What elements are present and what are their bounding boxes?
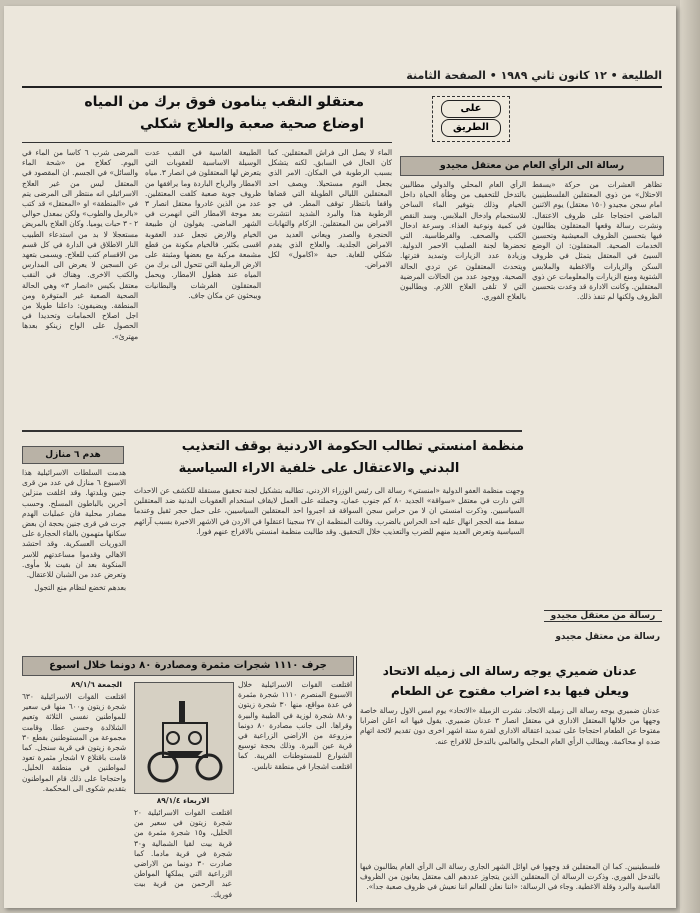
paragraph: وجهت منظمة العفو الدولية «امنستي» رسالة الى رئيس الوزراء الاردني، تطالبه بتشكيل لجنة تحقيق مستقلة للكشف عن الاحداث التي دارت في معتقل «سواقة» الجديد ٨٠ كم جنوب عمان، وحملته على العمل لايقاف استخدام العقوبات البدنية ضد المعتقلين السياسيين. وذكرت امنستي ان لا من حراس سجن السواقة قد اجبروا احد المعتقلين السياسيين، على حمل حجر ثقيل وعندما سقط منه الحجر انهال عليه احد الحراس بالضرب. وقالت المنظمة ان ٢٧ سجينا اعتقلوا في الاردن في الاشهر الاخيرة بسبب آرائهم السياسية وتعرض العديد منهم للضرب والتعذيب خلال التحقيق. وقد طالبت منظمة امنستي بالافراج عنهم فورا. [134, 486, 524, 536]
tractor-cartoon [134, 682, 234, 794]
rule [22, 430, 522, 432]
paragraph: اقتلعت القوات الاسرائيلية ٦٣٠ شجرة زيتون و٦٠٠ منها في سعير للمواطنين نفسي الثلاثة وتعيم الشلالدة وحسن عطا. وقامت مجموعة من المستوطنين بقطع ٣٠ شجرة زيتون في قرية سنجل. كما قامت باقتلاع ٧ اشجار مثمرة تعود لمواطنين في منطقة الخليل. واحتجاجا على ذلك قام المواطنون بتقديم شكوى الى المحكمة. [22, 692, 126, 793]
rule [22, 142, 392, 143]
top-story-col-1 [22, 148, 138, 426]
paragraph: الرأي العام المحلي والدولي مطالبين بالتدخل للتخفيف من وطأة الحياة داخل الخيام وذلك بتوفير الماء الساخن للاستحمام وادخال الملابس. وسد النقص في كمية ونوعية الغذاء. وسرعة ادخال الكتب والصحف. والقرطاسية. التي تحضرها لجنة الصليب الاحمر الدولية. وزيادة عدد الزيارات وتمديد فترتها. ويتحدث المعتقلون عن تردي الحالة الصحية. ووجود عدد من الحالات المرضية التي لا تلقى العلاج اللازم. ويطالبون بالعلاج الفوري. [400, 180, 526, 302]
section-logo [432, 96, 510, 142]
paragraph: بعدهم تخضع لنظام منع التجول [34, 583, 126, 593]
logo-small-text: على [441, 100, 501, 118]
prison-letter-headline-2: ويعلن فيها بدء اضراب مفتوح عن الطعام [390, 684, 630, 698]
prison-letter-side [360, 862, 660, 902]
demolition-body [22, 468, 126, 646]
amnesty-headline-2: البدني والاعتقال على خلفية الاراء السياسية [178, 461, 460, 476]
paragraph: فلسطينيين. كما ان المعتقلين قد وجهوا في اوائل الشهر الجاري رسالة الى الرأي العام يطالبون فيها بالتدخل الفوري. وذكرت الرسالة ان المعتقلين الذين يتجاوز عددهم الف معتقل يعانون من الظروف القاسية والبرد وقلة الاغطية. وجاء في الرسالة: «اننا نعلن للعالم اننا نعيش في ظروف صعبة جدا». [360, 862, 660, 892]
top-story-headline-1: معتقلو النقب ينامون فوق برك من المياه [84, 94, 364, 110]
trees-headline: جرف ١١١٠ شجرات مثمرة ومصادرة ٨٠ دونما خلال اسبوع [22, 656, 354, 676]
cartoon-caption: الاربعاء ٨٩/١/٤ [156, 796, 210, 805]
paragraph: تظاهر العشرات من حركة «يسقط الاحتلال» من ذوي المعتقلين الفلسطينيين امام سجن مجيدو (١٥٠ معتقل) يوم الاثنين الماضي احتجاجا على ظروف الاعتقال. ونشرت رسالة وقعها المعتقلون يطالبون فيها بتحسين الظروف المعيشية وتحسين الخدمات الصحية. المعتقلون: ان الوضع السيئ في المعتقل يتمثل في ظروف السكن والزيارات والاغطية والملابس الشتوية ومنع الزيارات والمعلومات عن ذوي المعتقلين. وكانت الادارة قد وعدت بتحسين الظروف ولكنها لم تنفذ ذلك. [532, 180, 662, 302]
open-letter-headline: رسالة الى الرأي العام من معتقل مجيدو [400, 156, 664, 176]
letter-signature: رسالة من معتقل مجيدو [544, 610, 662, 622]
paragraph: اقتلعت القوات الاسرائيلية ٢٠ شجرة زيتون في سعير من الخليل، و١٥ شجرة مثمرة من قرية بيت لقيا الشمالية و٣٠ شجرة في قرية مادما. كما صادرت ٣٠ دونما من الاراضي الزراعية التي يملكها المواطن عبد الرحمن من قرية بيت فوريك. [134, 808, 232, 899]
trees-mid-col [134, 808, 232, 902]
tractor-icon [135, 683, 233, 793]
page-edge [680, 0, 700, 913]
paragraph: الطبيعة القاسية في النقب عدت الوسيلة الاساسية للعقوبات التي يتعرض لها المعتقلون في انصار ٣. مياه الامطار والرياح الباردة وما يرافقها من ظروف جوية صعبة كلفت المعتقلين. عدد من الذين غادروا معتقل انصار ٣ بعد موجة الامطار التي انهمرت في الشهر الماضي. يقولون ان طبيعة الخيام والارض تجعل عدد العقوبة اقسى بكثير. فالخيام مكونة من قطع مشمعة مركبة مع بعضها ومثبتة على الارض الرملية التي تتحول الى برك من المياه عند هطول الامطار. ويحمل المعتقلون الفرشات والبطانيات ويبحثون عن مكان جاف. [145, 148, 261, 300]
letter-signature-2: رسالة من معتقل مجيدو [555, 632, 660, 642]
amnesty-headline-1: منظمة امنستي تطالب الحكومة الاردنية بوقف التعذيب [181, 439, 524, 454]
top-story-col-3 [268, 148, 392, 426]
paragraph: هدمت السلطات الاسرائيلية هذا الاسبوع ٦ منازل في عدد من قرى جنين وبلدتها. وقد اغلقت منزلين آخرين بالباطون المسلح. وحسب مصادر محلية فان عمليات الهدم جرت في قرى جنين بحجة ان بعض سكانها متهمون بالقاء الحجارة على الدوريات العسكرية. وقد احتشد الاهالي وقدموا مساعدتهم للاسر المنكوبة بعد ان بقيت بلا مأوى. وتعرض عدد من الشبان للاعتقال. [22, 468, 126, 580]
prison-letter-body [360, 706, 660, 858]
top-story-headline-2: اوضاع صحية صعبة والعلاج شكلي [140, 116, 364, 132]
amnesty-body [134, 486, 524, 612]
header-text: الطليعة • ١٢ كانون ثاني ١٩٨٩ • الصفحة الثامنة [406, 69, 662, 82]
prison-letter-headline-1: عدنان ضميري يوجه رسالة الى زميله الاتحاد [382, 664, 638, 678]
paragraph: اقتلعت القوات الاسرائيلية خلال الاسبوع المنصرم ١١١٠ شجرة مثمرة في عدة مواقع، منها ٣٠ شجرة زيتون و٨٨٠ شجرة لوزية في الطيبة والبيرة وقراها. الى جانب مصادرة ٨٠ دونما مزروعة من الاراضي الزراعية في قرية عين البيرة. وذلك بحجة توسيع الشوارع للمستوطنات القريبة. كما اقتلعت اشجارا في منطقة نابلس. [238, 680, 352, 771]
demolition-headline: هدم ٦ منازل [22, 446, 124, 464]
trees-col-left [238, 680, 352, 902]
rule [356, 656, 357, 902]
open-letter-col-b [400, 180, 526, 416]
trees-date: الجمعة ٨٩/١/٦ [70, 680, 122, 689]
trees-col-right [22, 692, 126, 902]
top-story-col-2 [145, 148, 261, 426]
logo-big-text: الطريق [441, 119, 501, 137]
paragraph: الماء لا يصل الى فراش المعتقلين. كما كان الحال في السابق. لكنه يتشكل بسبب الرطوبة في المكان. الامر الذي يجعل النوم مستحيلا. ويصف احد المعتقلين الليالي الطويلة التي قضاها واقفا بانتظار توقف المطر. في جو الرطوبة هذا والبرد الشديد انتشرت الامراض بين المعتقلين. الزكام والتهابات الحنجرة والصدر ويعاني العديد من الامراض الجلدية. والعلاج الذي يقدم شكلي للغاية. حبة «اكامول» لكل الامراض. [268, 148, 392, 270]
paragraph: المرضى شرب ٦ كاسا من الماء في اليوم. كعلاج من «شحة الماء والسائل» في الجسم. ان المقصود في المعتقل ليس من غير العلاج الاسرائيلي انه منتظر الى المرضى يتم في «المنطقة» او «المعتقل» قد كتب «بالرمل والطوب» ولكن بمعدل حوالي ٢ - ٣ حبات يوميا. وكان العلاج بالمريض مستعجلا لا بد من استدعاء الطبيب النار الاطلاق في الدارة في كل قسم من الاقسام كتب للعلاج. ويسمى بتعهد عن السجين لا يعرض الى المدارس والكتب الاخرى. وهناك في النقب معتقل بكيس «انصار ٣» وهي الحالة الصحية الصعبة غير المتوفرة ومن المنطقة. ويضيفون: داعلنا طويلا من اجل اصلاح الحمامات وتحديدا في الحصول على الواح زينكو بعدها مهترئ». [22, 148, 138, 341]
newspaper-page [4, 6, 676, 908]
open-letter-col-a [532, 180, 662, 608]
page-header [22, 66, 662, 88]
paragraph: عدنان ضميري يوجه رسالة الى زميله الاتحاد. نشرت الزميلة «الاتحاد» يوم امس الاول رسالة خاصة وجهها من خلالها المعتقل الاداري في معتقل انصار ٣ عدنان ضميري. يقول فيها انه اعلن اضرابا مفتوحا عن الطعام احتجاجا على تمديد اعتقاله الاداري لفترة ستة اشهر اخرى دون تقديم لائحة اتهام ضده او محاكمة. ويطالب الرأي العام المحلي والعالمي بالتدخل للافراج عنه. [360, 706, 660, 746]
